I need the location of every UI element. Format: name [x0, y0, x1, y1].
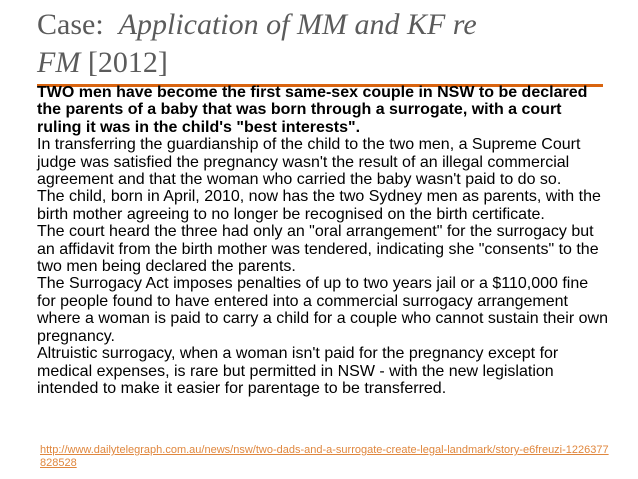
- paragraph-altruistic: Altruistic surrogacy, when a woman isn't paid for the pregnancy except for medical expenses, is rare but permitted in NSW - with the new legislation intended to make it easier for parentage to be transferred.: [37, 345, 559, 397]
- slide-title: [37, 6, 597, 82]
- title-case-name: Application of MM and KF re: [118, 8, 477, 41]
- title-year: [2012]: [87, 46, 168, 79]
- paragraph-surrogacy-act: The Surrogacy Act imposes penalties of up to two years jail or a $110,000 fine for people found to have entered into a commercial surrogacy arrangement where a woman is paid to carry a child for a couple who cannot sustain their own pregnancy.: [37, 275, 608, 345]
- title-prefix: Case:: [37, 8, 104, 41]
- title-case-name-end: FM: [37, 46, 81, 79]
- slide-body: [37, 84, 609, 397]
- paragraph-child-birth: The child, born in April, 2010, now has the two Sydney men as parents, with the birth mother agreeing to no longer be recognised on the birth certificate.: [37, 188, 601, 223]
- paragraph-lead: TWO men have become the first same-sex couple in NSW to be declared the parents of a baby that was born through a surrogate, with a court ruling it was in the child's "best interests".: [37, 84, 588, 136]
- paragraph-oral-arrangement: The court heard the three had only an "oral arrangement" for the surrogacy but an affidavit from the birth mother was tendered, indicating she "consents" to the two men being declared the parents.: [37, 223, 599, 276]
- source-link[interactable]: http://www.dailytelegraph.com.au/news/nsw/two-dads-and-a-surrogate-create-legal-landmark/story-e6freuzi-1226377828528: [40, 444, 609, 469]
- paragraph-guardianship: In transferring the guardianship of the child to the two men, a Supreme Court judge was satisfied the pregnancy wasn't the result of an illegal commercial agreement and that the woman who carried the baby wasn't paid to do so.: [37, 136, 581, 189]
